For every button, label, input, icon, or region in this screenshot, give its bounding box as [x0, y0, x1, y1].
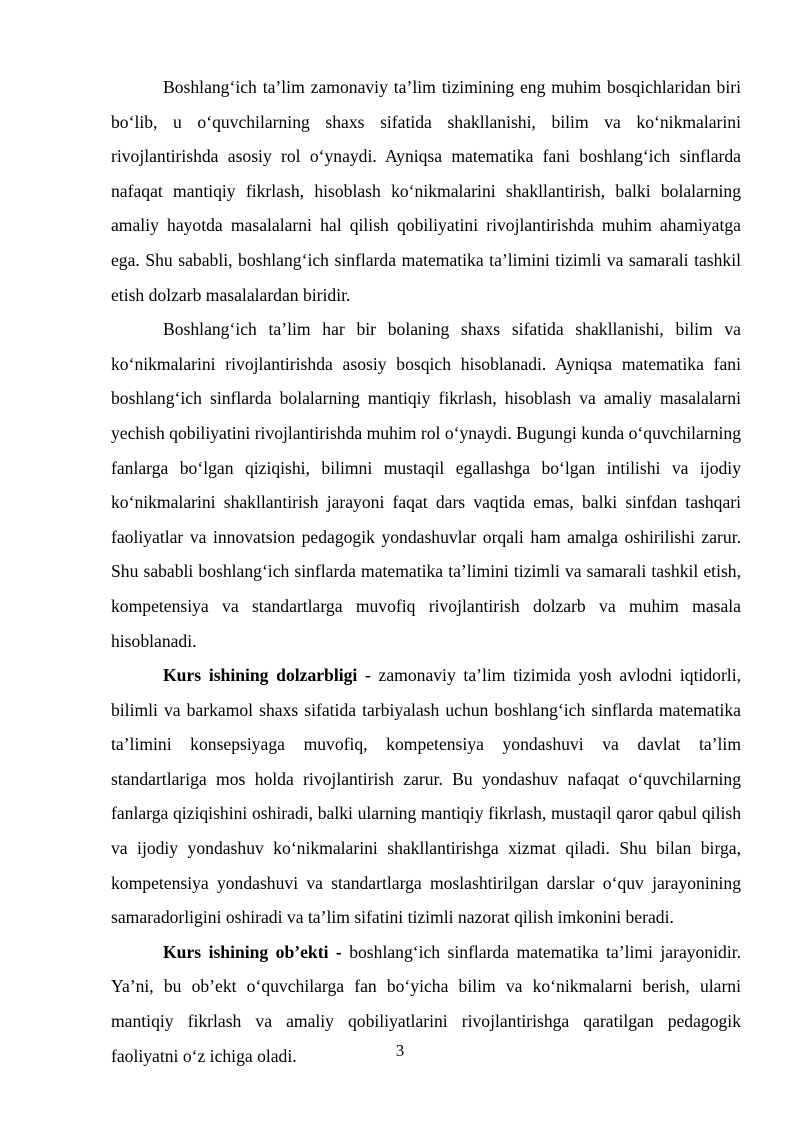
- paragraph-text: boshlang‘ich sinflarda matematika ta’limi jarayonidir. Ya’ni, bu ob’ekt o‘quvchilarga fan bo‘yicha bilim va ko‘nikmalarni berish, ularni mantiqiy fikrlash va amaliy qobiliyatlarini rivojlantirishga qaratilgan pedagogik faoliyatni o‘z ichiga oladi.: [111, 941, 742, 1066]
- paragraph-intro: [111, 70, 741, 312]
- paragraph-lead: Kurs ishining dolzarbligi -: [163, 665, 371, 686]
- page-number: 3: [395, 1041, 405, 1060]
- paragraph-primary-education: [111, 312, 741, 658]
- paragraph-text: zamonaviy ta’lim tizimida yosh avlodni iqtidorli, bilimli va barkamol shaxs sifatida tarbiyalash uchun boshlang‘ich sinflarda matematika ta’limini konsepsiyaga muvofiq, kompetensiya yondashuvi va davlat ta’lim standartlariga mos holda rivojlantirish zarur. Bu yondashuv nafaqat o‘quvchilarning fanlarga qiziqishini oshiradi, balki ularning mantiqiy fikrlash, mustaqil qaror qabul qilish va ijodiy yondashuv ko‘nikmalarini shakllantirishga xizmat qiladi. Shu bilan birga, kompetensiya yondashuvi va standartlarga moslashtirilgan darslar o‘quv jarayonining samaradorligini oshiradi va ta’lim sifatini tizimli nazorat qilish imkonini beradi.: [111, 665, 741, 928]
- paragraph-lead: Kurs ishining ob’ekti -: [163, 941, 342, 962]
- paragraph-text: Boshlang‘ich ta’lim zamonaviy ta’lim tizimining eng muhim bosqichlaridan biri bo‘lib, u o‘quvchilarning shaxs sifatida shakllanishi, bilim va ko‘nikmalarini rivojlantirishda asosiy rol o‘ynaydi. Ayniqsa matematika fani boshlang‘ich sinflarda nafaqat mantiqiy fikrlash, hisoblash ko‘nikmalarini shakllantirish, balki bolalarning amaliy hayotda masalalarni hal qilish qobiliyatini rivojlantirishda muhim ahamiyatga ega. Shu sababli, boshlang‘ich sinflarda matematika ta’limini tizimli va samarali tashkil etish dolzarb masalalardan biridir.: [111, 77, 741, 305]
- paragraph-relevance: [111, 658, 741, 935]
- page-body: [111, 70, 741, 1073]
- paragraph-text: Boshlang‘ich ta’lim har bir bolaning shaxs sifatida shakllanishi, bilim va ko‘nikmalarini rivojlantirishda asosiy bosqich hisoblanadi. Ayniqsa matematika fani boshlang‘ich sinflarda bolalarning mantiqiy fikrlash, hisoblash va amaliy masalalarni yechish qobiliyatini rivojlantirishda muhim rol o‘ynaydi. Bugungi kunda o‘quvchilarning fanlarga bo‘lgan qiziqishi, bilimni mustaqil egallashga bo‘lgan intilishi va ijodiy ko‘nikmalarini shakllantirish jarayoni faqat dars vaqtida emas, balki sinfdan tashqari faoliyatlar va innovatsion pedagogik yondashuvlar orqali ham amalga oshirilishi zarur. Shu sababli boshlang‘ich sinflarda matematika ta’limini tizimli va samarali tashkil etish, kompetensiya va standartlarga muvofiq rivojlantirish dolzarb va muhim masala hisoblanadi.: [111, 319, 741, 651]
